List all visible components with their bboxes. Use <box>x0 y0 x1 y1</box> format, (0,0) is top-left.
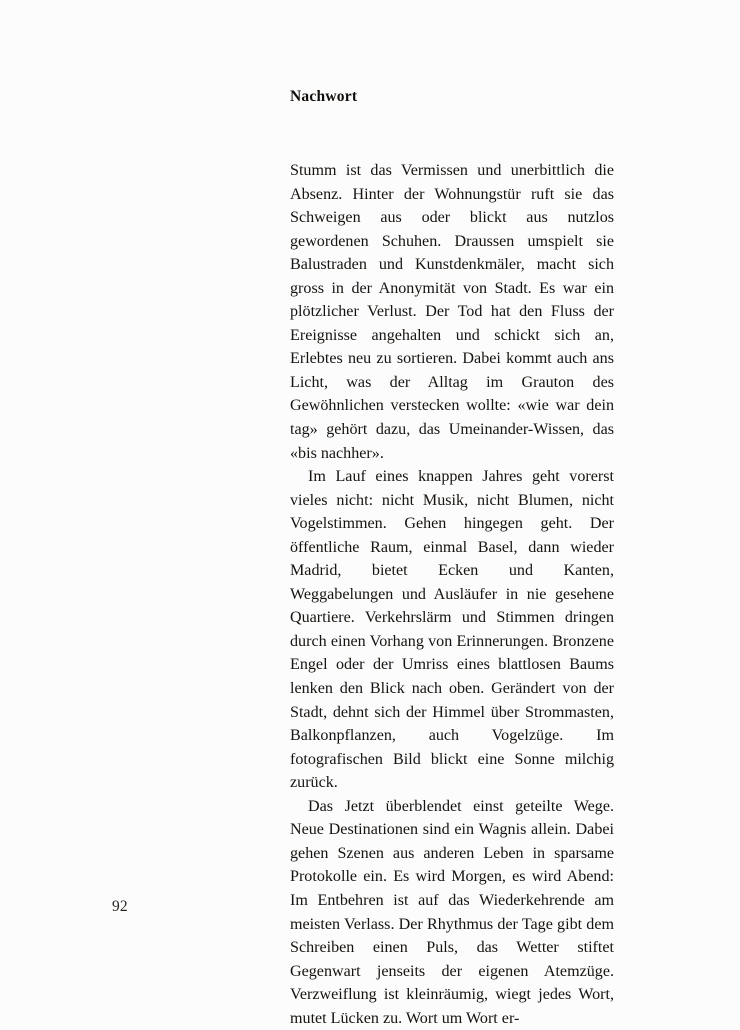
page-number: 92 <box>112 898 128 915</box>
paragraph: Das Jetzt überblendet einst geteilte Wege. Neue Destinationen sind ein Wagnis allein. Dabei gehen Szenen aus anderen Leben in sparsame Protokolle ein. Es wird Morgen, es wird Abend: Im Entbehren ist auf das Wiederkehrende am meisten Verlass. Der Rhythmus der Tage gibt dem Schreiben einen Puls, das Wetter stiftet Gegenwart jenseits der eigenen Atemzüge. Verzweiflung ist kleinräumig, wiegt jedes Wort, mutet Lücken zu. Wort um Wort er- <box>290 797 614 1027</box>
body-text-column <box>290 159 614 1030</box>
paragraph: Im Lauf eines knappen Jahres geht vorerst vieles nicht: nicht Musik, nicht Blumen, nicht Vogelstimmen. Gehen hingegen geht. Der öffentliche Raum, einmal Basel, dann wieder Madrid, bietet Ecken und Kanten, Weggabelungen und Ausläufer in nie gesehene Quartiere. Verkehrslärm und Stimmen dringen durch einen Vorhang von Erinnerungen. Bronzene Engel oder der Umriss eines blattlosen Baums lenken den Blick nach oben. Gerändert von der Stadt, dehnt sich der Himmel über Strommasten, Balkonpflanzen, auch Vogelzüge. Im fotografischen Bild blickt eine Sonne milchig zurück. <box>290 468 614 792</box>
page-title: Nachwort <box>290 88 358 106</box>
paragraph: Stumm ist das Vermissen und unerbittlich die Absenz. Hinter der Wohnungstür ruft sie das Schweigen aus oder blickt aus nutzlos gewordenen Schuhen. Draussen umspielt sie Balustraden und Kunstdenkmäler, macht sich gross in der Anonymität von Stadt. Es war ein plötzlicher Verlust. Der Tod hat den Fluss der Ereignisse angehalten und schickt sich an, Erlebtes neu zu sortieren. Dabei kommt auch ans Licht, was der Alltag im Grauton des Gewöhnlichen verstecken wollte: «wie war dein tag» gehört dazu, das Umeinander-Wissen, das «bis nachher». <box>290 162 614 462</box>
